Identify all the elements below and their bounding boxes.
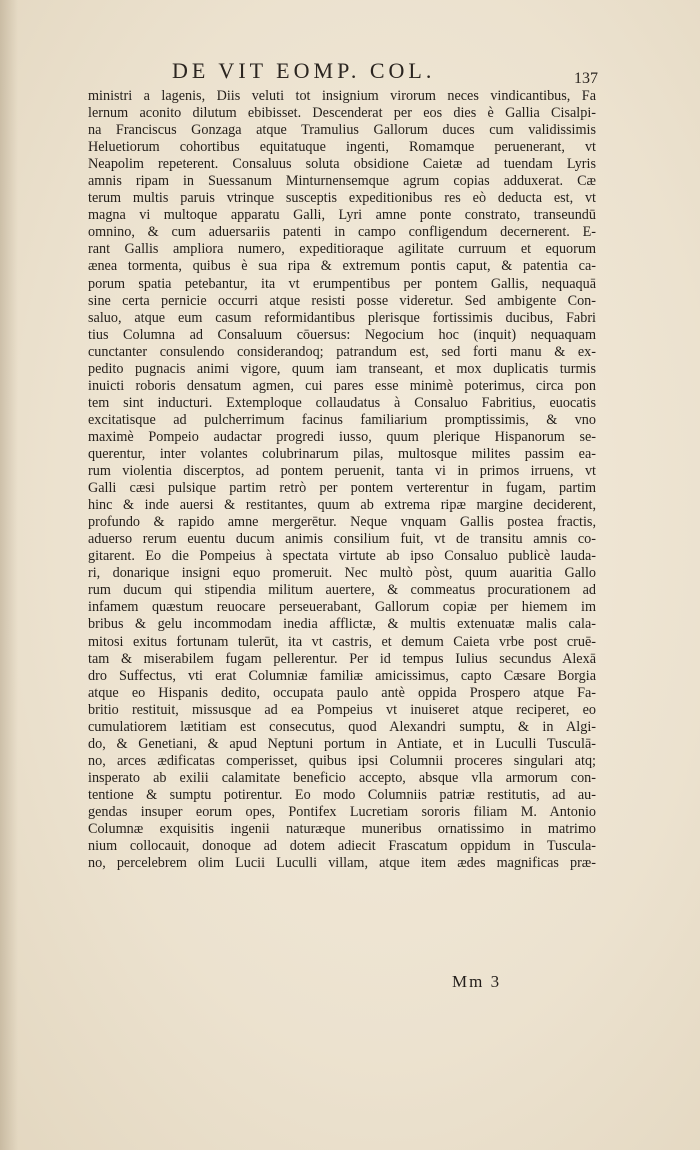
text-line: ri, donarique insigni equo promeruit. Nec multò pòst, quum auaritia Gallo [88, 565, 596, 582]
text-line: ministri a lagenis, Diis veluti tot insignium virorum neces vindicantibus, Fa [88, 88, 596, 104]
text-line: no, percelebrem olim Lucii Luculli villam, atque item ædes magnificas præ- [88, 855, 596, 872]
text-line: britio restituit, missusque ad ea Pompeius vt inuiseret atque reciperet, eo [88, 701, 596, 718]
text-line: sine certa pernicie occurri atque resisti posse videretur. Sed ambigente Con- [88, 292, 596, 309]
text-line: tentione & sumptu potirentur. Eo modo Columniis patriæ restitutis, ad au- [88, 786, 596, 803]
text-line: profundo & rapido amne mergerētur. Neque vnquam Gallis postea fractis, [88, 514, 596, 531]
text-line: omnino, & cum aduersariis patenti in campo confligendum decernerent. E- [88, 224, 596, 241]
text-line: rum ducum qui stipendia militum auertere, & commeatus procurationem ad [88, 582, 596, 599]
text-line: do, & Genetiani, & apud Neptuni portum in Antiate, et in Luculli Tusculā- [88, 735, 596, 752]
text-line: rant Gallis ampliora numero, expeditioraque agilitate curruum et equorum [88, 241, 596, 258]
text-line: maximè Pompeio audactar progredi iusso, quum plerique Hispanorum se- [88, 428, 596, 445]
text-line: tem sint inducturi. Extemploque collaudatus à Consaluo Fabritius, euocatis [88, 394, 596, 411]
text-line: Neapolim repeterent. Consaluus soluta obsidione Caietæ ad tuendam Lyris [88, 156, 596, 173]
body-text [88, 88, 596, 872]
text-line: ænea tormenta, quibus è sua ripa & extremum pontis caput, & patentia ca- [88, 258, 596, 275]
text-line: Columnæ exquisitis ingenii naturæque muneribus ornatissimo in matrimo [88, 821, 596, 838]
text-line: mitosi exitus fortunam tulerūt, ita vt castris, et demum Caieta vrbe post cruē- [88, 633, 596, 650]
text-line: tius Columna ad Consaluum cōuersus: Negocium hoc (inquit) nequaquam [88, 326, 596, 343]
text-line: dro Suffectus, vti erat Columniæ familiæ amicissimus, capto Cæsare Borgia [88, 667, 596, 684]
text-line: tam & miserabilem fugam pellerentur. Per id tempus Iulius secundus Alexā [88, 650, 596, 667]
text-line: bribus & gelu incommodam inedia afflictæ, & multis extenuatæ malis cala- [88, 616, 596, 633]
signature-mark: Mm 3 [452, 972, 502, 991]
text-line: Heluetiorum cohortibus equitatuque ingenti, Romamque peruenerant, vt [88, 139, 596, 156]
text-line: gitarent. Eo die Pompeius à spectata virtute ab ipso Consaluo publicè lauda- [88, 548, 596, 565]
gutter-shadow [0, 0, 18, 1150]
page-number: 137 [574, 70, 598, 87]
text-line: querentur, inter volantes colubrinarum pilas, multosque milites passim ea- [88, 445, 596, 462]
text-line: porum spatia petebantur, ita vt erumpentibus per pontem Gallis, nequaquā [88, 275, 596, 292]
running-title: DE VIT EOMP. COL. [172, 58, 436, 83]
text-line: cumulatiorem lætitiam est consecutus, quod Alexandri sumptu, & in Algi- [88, 718, 596, 735]
text-line: cunctanter consulendo considerandoq; patrandum est, sed forti manu & ex- [88, 343, 596, 360]
text-line: na Franciscus Gonzaga atque Tramulius Gallorum duces cum validissimis [88, 122, 596, 139]
text-line: terum multis paruis vtrinque susceptis expeditionibus res eò deducta est, vt [88, 190, 596, 207]
text-line: infamem quæstum reuocare perseuerabant, Gallorum copiæ per hiemem im [88, 599, 596, 616]
text-line: saluo, atque eum casum reformidantibus plerisque fortissimis ducibus, Fabri [88, 309, 596, 326]
text-line: no, arces ædificatas comperisset, quibus ipsi Columnii proceres singulari atq; [88, 752, 596, 769]
text-line: lernum aconito dilutum ebibisset. Descenderat per eos dies è Gallia Cisalpi- [88, 105, 596, 122]
text-line: excitatisque ad pulcherrimum facinus familiarium promptissimis, & vno [88, 411, 596, 428]
text-line: nium collocauit, donoque ad dotem adiecit Frascatum oppidum in Tuscula- [88, 838, 596, 855]
text-line: Galli cæsi pulsique partim retrò per pontem verterentur in fugam, partim [88, 480, 596, 497]
text-line: gendas insuper eorum opes, Pontifex Lucretiam sororis filiam M. Antonio [88, 803, 596, 820]
text-line: rum violentia discerptos, ad pontem peruenit, tanta vi in primos irruens, vt [88, 463, 596, 480]
text-line: inuicti roboris densatum agmen, cui pares esse minimè poterimus, circa pon [88, 377, 596, 394]
text-line: pedito pugnacis animi vigore, quum iam transeant, et mox duplicatis turmis [88, 360, 596, 377]
text-line: hinc & inde auersi & restitantes, quum ab extrema ripæ margine deciderent, [88, 497, 596, 514]
text-line: insperato ab exilii calamitate beneficio accepto, absque vlla armorum con- [88, 769, 596, 786]
text-line: aduerso rerum euentu ducum animis consilium fuit, vt de transitu amnis co- [88, 531, 596, 548]
text-line: amnis ripam in Suessanum Minturnensemque agrum copias adduxerat. Cæ [88, 173, 596, 190]
text-line: atque eo Hispanis dedito, occupata paulo antè oppida Prospero atque Fa- [88, 684, 596, 701]
text-line: magna vi multoque apparatu Galli, Lyri amne ponte constrato, transeundū [88, 207, 596, 224]
